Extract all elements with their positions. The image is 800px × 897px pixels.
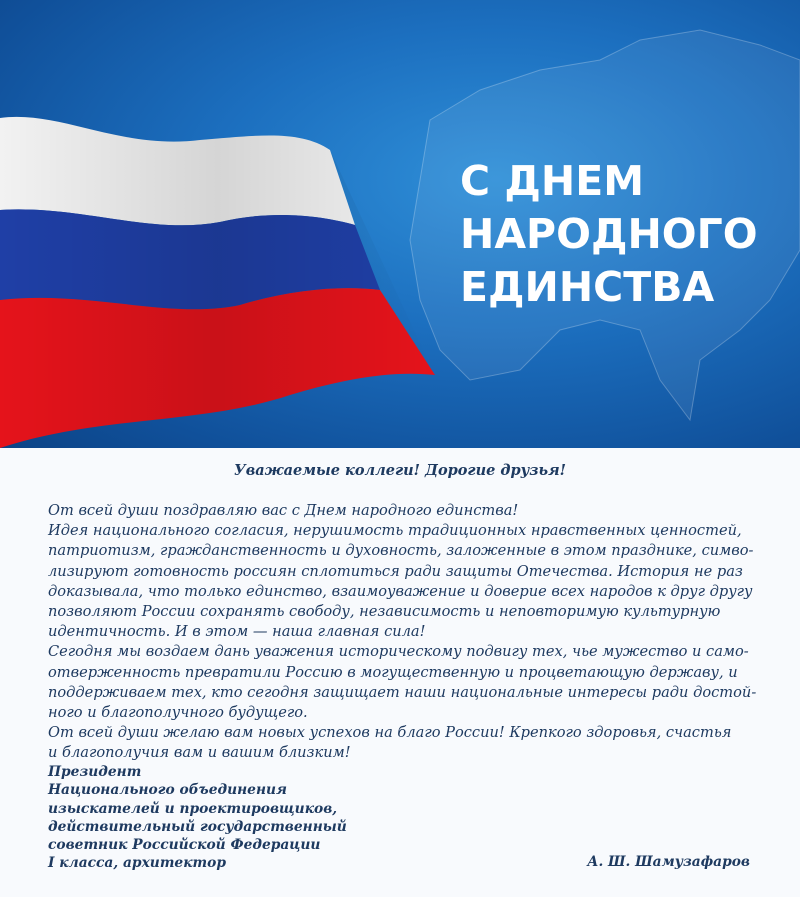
text-line: патриотизм, гражданственность и духовность, заложенные в этом празднике, симво- <box>48 542 754 560</box>
signature-line: советник Российской Федерации <box>48 837 321 854</box>
signature-line: действительный государственный <box>48 818 347 835</box>
banner <box>0 0 800 448</box>
title-line: НАРОДНОГО <box>460 210 758 258</box>
text-line: отверженность превратили Россию в могущественную и процветающую державу, и <box>48 663 738 681</box>
signer-name: А. Ш. Шамузафаров <box>587 854 750 870</box>
signature-line: I класса, архитектор <box>48 855 226 872</box>
signature-line: изыскателей и проектировщиков, <box>48 800 338 817</box>
text-line: Сегодня мы воздаем дань уважения историческому подвигу тех, чье мужество и само- <box>48 643 749 661</box>
text-line: и благополучия вам и вашим близким! <box>48 744 351 762</box>
signature-title <box>48 763 347 873</box>
text-line: ного и благополучного будущего. <box>48 704 308 722</box>
text-line: поддерживаем тех, кто сегодня защищает наши национальные интересы ради достой- <box>48 683 757 701</box>
letter-body <box>0 448 800 897</box>
letter-greeting: Уважаемые коллеги! Дорогие друзья! <box>233 462 567 479</box>
letter-text <box>48 501 756 764</box>
text-line: позволяют России сохранять свободу, независимость и неповторимую культурную <box>48 603 721 621</box>
text-line: Идея национального согласия, нерушимость традиционных нравственных ценностей, <box>48 522 742 540</box>
banner-title <box>460 155 758 314</box>
text-line: идентичность. И в этом — наша главная сила! <box>48 623 426 641</box>
text-line: От всей души поздравляю вас с Днем народного единства! <box>48 502 519 519</box>
text-line: доказывала, что только единство, взаимоуважение и доверие всех народов к друг другу <box>48 582 753 600</box>
signature-line: Президент <box>48 764 142 780</box>
russian-flag <box>0 0 450 448</box>
signature-line: Национального объединения <box>48 782 288 799</box>
title-line: С ДНЕМ <box>460 157 644 205</box>
title-line: ЕДИНСТВА <box>460 263 715 311</box>
text-line: От всей души желаю вам новых успехов на благо России! Крепкого здоровья, счастья <box>48 724 732 742</box>
text-line: лизируют готовность россиян сплотиться ради защиты Отечества. История не раз <box>48 562 743 580</box>
